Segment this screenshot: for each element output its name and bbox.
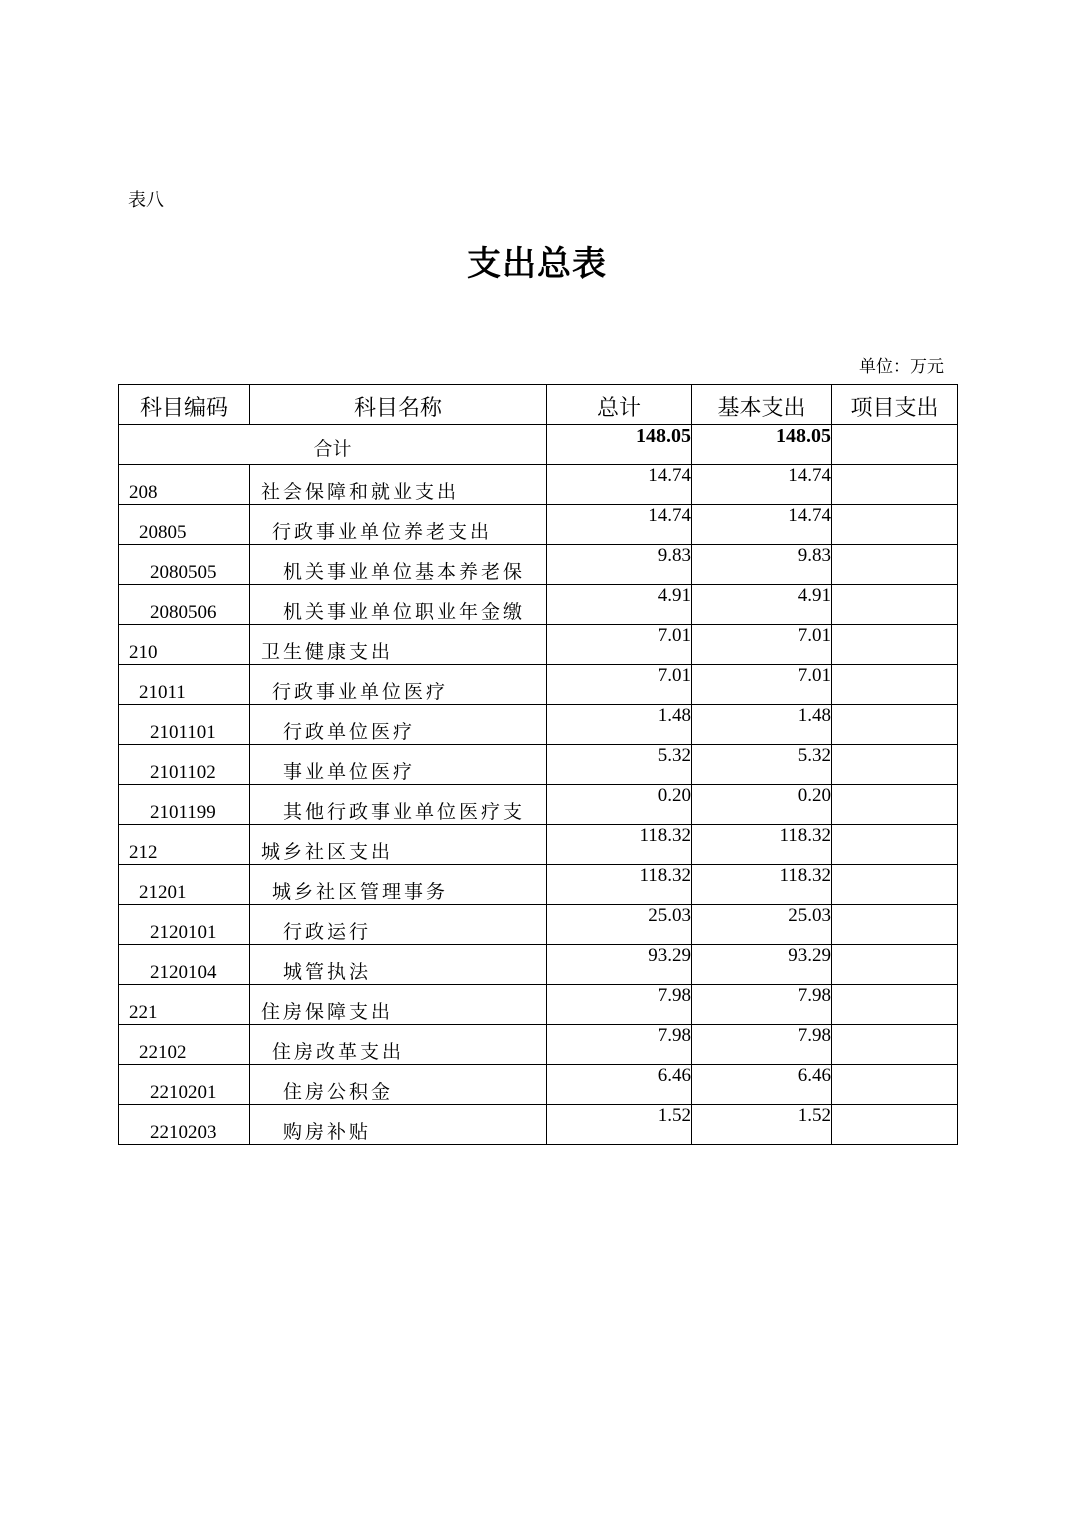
total-basic: 148.05 (692, 425, 832, 465)
row-name: 行政运行 (250, 905, 547, 945)
row-code: 2210203 (119, 1105, 250, 1145)
row-basic: 118.32 (692, 865, 832, 905)
row-name: 购房补贴 (250, 1105, 547, 1145)
row-total: 118.32 (547, 825, 692, 865)
row-basic: 7.98 (692, 1025, 832, 1065)
row-project (832, 825, 958, 865)
row-code: 2101199 (119, 785, 250, 825)
row-basic: 6.46 (692, 1065, 832, 1105)
page-title: 支出总表 (467, 244, 607, 284)
row-project (832, 545, 958, 585)
row-basic: 5.32 (692, 745, 832, 785)
row-basic: 7.98 (692, 985, 832, 1025)
table-row (119, 985, 958, 1025)
row-name: 社会保障和就业支出 (250, 465, 547, 505)
table-row (119, 865, 958, 905)
table-row (119, 785, 958, 825)
header-name: 科目名称 (250, 385, 547, 425)
row-code: 221 (119, 985, 250, 1025)
row-name: 行政事业单位养老支出 (250, 505, 547, 545)
row-total: 5.32 (547, 745, 692, 785)
row-total: 7.01 (547, 665, 692, 705)
row-total: 93.29 (547, 945, 692, 985)
row-basic: 1.48 (692, 705, 832, 745)
row-total: 7.01 (547, 625, 692, 665)
row-project (832, 625, 958, 665)
row-basic: 93.29 (692, 945, 832, 985)
row-project (832, 465, 958, 505)
row-code: 2101101 (119, 705, 250, 745)
row-name: 住房改革支出 (250, 1025, 547, 1065)
row-code: 22102 (119, 1025, 250, 1065)
row-total: 4.91 (547, 585, 692, 625)
row-code: 2120104 (119, 945, 250, 985)
row-name: 机关事业单位基本养老保 (250, 545, 547, 585)
row-total: 7.98 (547, 985, 692, 1025)
table-row (119, 505, 958, 545)
row-code: 21011 (119, 665, 250, 705)
row-total: 0.20 (547, 785, 692, 825)
row-project (832, 945, 958, 985)
row-basic: 25.03 (692, 905, 832, 945)
table-row (119, 825, 958, 865)
row-code: 21201 (119, 865, 250, 905)
table-row (119, 545, 958, 585)
expenditure-table (118, 384, 958, 1145)
row-code: 208 (119, 465, 250, 505)
row-project (832, 665, 958, 705)
table-number-label: 表八 (128, 190, 164, 211)
table-row (119, 665, 958, 705)
row-total: 1.52 (547, 1105, 692, 1145)
row-code: 2080505 (119, 545, 250, 585)
row-basic: 7.01 (692, 665, 832, 705)
table-row (119, 625, 958, 665)
row-code: 2120101 (119, 905, 250, 945)
row-total: 9.83 (547, 545, 692, 585)
row-project (832, 505, 958, 545)
row-total: 6.46 (547, 1065, 692, 1105)
row-name: 事业单位医疗 (250, 745, 547, 785)
total-project (832, 425, 958, 465)
row-project (832, 1065, 958, 1105)
row-name: 机关事业单位职业年金缴 (250, 585, 547, 625)
row-code: 210 (119, 625, 250, 665)
row-basic: 9.83 (692, 545, 832, 585)
table-row (119, 1065, 958, 1105)
row-basic: 4.91 (692, 585, 832, 625)
row-name: 城管执法 (250, 945, 547, 985)
table-row (119, 905, 958, 945)
total-total: 148.05 (547, 425, 692, 465)
row-project (832, 985, 958, 1025)
row-name: 住房公积金 (250, 1065, 547, 1105)
row-basic: 14.74 (692, 505, 832, 545)
total-label: 合计 (119, 425, 547, 465)
row-total: 1.48 (547, 705, 692, 745)
table-row (119, 585, 958, 625)
total-row (119, 425, 958, 465)
row-project (832, 705, 958, 745)
row-total: 14.74 (547, 465, 692, 505)
unit-label: 单位：万元 (859, 357, 944, 377)
table-row (119, 705, 958, 745)
row-project (832, 905, 958, 945)
row-project (832, 785, 958, 825)
row-name: 城乡社区管理事务 (250, 865, 547, 905)
row-code: 2210201 (119, 1065, 250, 1105)
row-basic: 0.20 (692, 785, 832, 825)
row-name: 行政事业单位医疗 (250, 665, 547, 705)
row-project (832, 865, 958, 905)
row-project (832, 1105, 958, 1145)
row-total: 25.03 (547, 905, 692, 945)
table-row (119, 745, 958, 785)
table-row (119, 945, 958, 985)
row-project (832, 585, 958, 625)
header-total: 总计 (547, 385, 692, 425)
row-total: 14.74 (547, 505, 692, 545)
row-basic: 14.74 (692, 465, 832, 505)
table-row (119, 465, 958, 505)
row-basic: 1.52 (692, 1105, 832, 1145)
row-basic: 7.01 (692, 625, 832, 665)
row-name: 行政单位医疗 (250, 705, 547, 745)
row-name: 城乡社区支出 (250, 825, 547, 865)
header-code: 科目编码 (119, 385, 250, 425)
row-name: 卫生健康支出 (250, 625, 547, 665)
header-basic: 基本支出 (692, 385, 832, 425)
row-project (832, 1025, 958, 1065)
row-code: 20805 (119, 505, 250, 545)
row-code: 212 (119, 825, 250, 865)
row-name: 其他行政事业单位医疗支 (250, 785, 547, 825)
row-project (832, 745, 958, 785)
row-total: 7.98 (547, 1025, 692, 1065)
table-row (119, 1105, 958, 1145)
row-code: 2080506 (119, 585, 250, 625)
row-basic: 118.32 (692, 825, 832, 865)
row-name: 住房保障支出 (250, 985, 547, 1025)
table-header-row (119, 385, 958, 425)
row-total: 118.32 (547, 865, 692, 905)
table-row (119, 1025, 958, 1065)
header-project: 项目支出 (832, 385, 958, 425)
row-code: 2101102 (119, 745, 250, 785)
